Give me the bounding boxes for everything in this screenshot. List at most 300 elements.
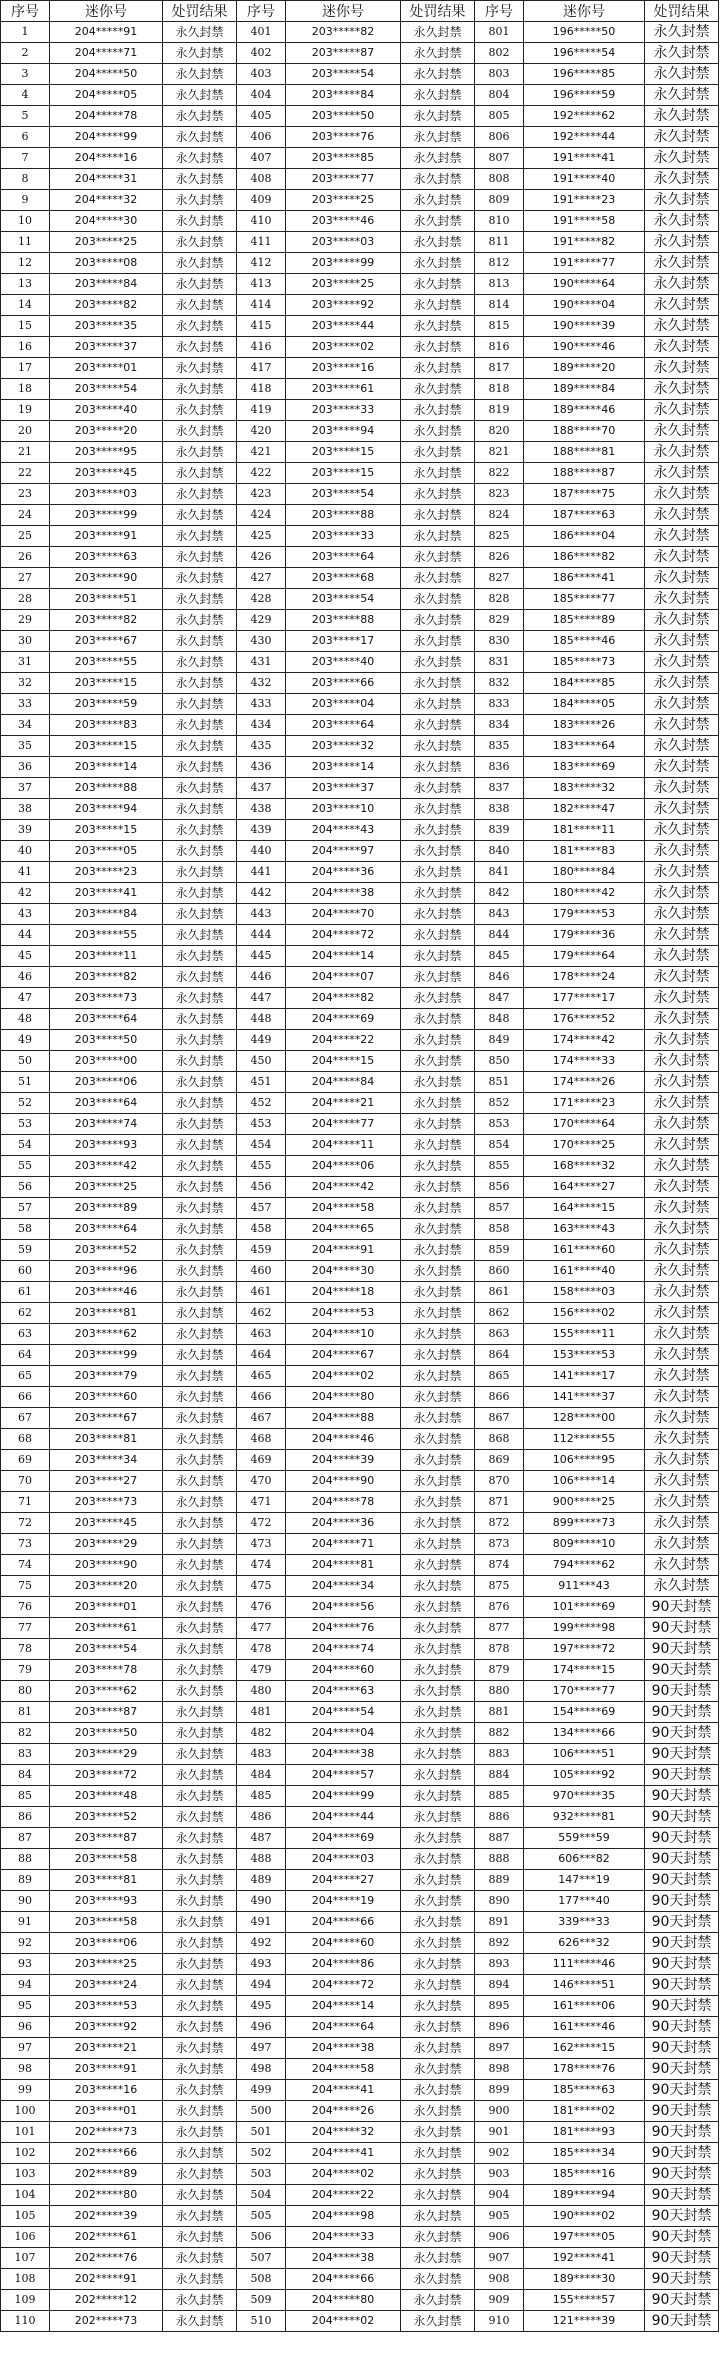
result-cell: 永久封禁: [401, 1996, 475, 2017]
mini-id-cell: 204*****16: [50, 148, 163, 169]
seq-cell: 898: [475, 2059, 524, 2080]
seq-cell: 876: [475, 1597, 524, 1618]
mini-id-cell: 203*****32: [286, 736, 401, 757]
result-cell: 永久封禁: [645, 1219, 719, 1240]
mini-id-cell: 606***82: [524, 1849, 645, 1870]
seq-cell: 465: [237, 1366, 286, 1387]
seq-cell: 906: [475, 2227, 524, 2248]
result-cell: 永久封禁: [163, 1702, 237, 1723]
result-cell: 永久封禁: [645, 316, 719, 337]
mini-id-cell: 197*****72: [524, 1639, 645, 1660]
result-cell: 永久封禁: [163, 1492, 237, 1513]
mini-id-cell: 204*****02: [286, 2311, 401, 2332]
seq-cell: 878: [475, 1639, 524, 1660]
mini-id-cell: 177***40: [524, 1891, 645, 1912]
result-cell: 永久封禁: [401, 64, 475, 85]
mini-id-cell: 203*****27: [50, 1471, 163, 1492]
mini-id-cell: 203*****03: [286, 232, 401, 253]
seq-cell: 1: [1, 22, 50, 43]
header-result-2: 处罚结果: [401, 1, 475, 22]
seq-cell: 828: [475, 589, 524, 610]
mini-id-cell: 190*****02: [524, 2206, 645, 2227]
mini-id-cell: 204*****33: [286, 2227, 401, 2248]
table-row: [1, 526, 719, 547]
mini-id-cell: 202*****66: [50, 2143, 163, 2164]
result-cell: 永久封禁: [401, 2122, 475, 2143]
table-row: [1, 1261, 719, 1282]
seq-cell: 420: [237, 421, 286, 442]
seq-cell: 24: [1, 505, 50, 526]
result-cell: 永久封禁: [163, 1345, 237, 1366]
result-cell: 永久封禁: [401, 904, 475, 925]
mini-id-cell: 202*****12: [50, 2290, 163, 2311]
result-cell: 永久封禁: [645, 505, 719, 526]
seq-cell: 104: [1, 2185, 50, 2206]
result-cell: 90天封禁: [645, 1933, 719, 1954]
table-row: [1, 1723, 719, 1744]
result-cell: 90天封禁: [645, 1954, 719, 1975]
table-row: [1, 1471, 719, 1492]
result-cell: 永久封禁: [401, 1261, 475, 1282]
mini-id-cell: 203*****77: [286, 169, 401, 190]
result-cell: 永久封禁: [401, 379, 475, 400]
result-cell: 永久封禁: [163, 1639, 237, 1660]
mini-id-cell: 203*****99: [50, 1345, 163, 1366]
seq-cell: 18: [1, 379, 50, 400]
mini-id-cell: 204*****91: [286, 1240, 401, 1261]
seq-cell: 818: [475, 379, 524, 400]
result-cell: 永久封禁: [401, 1744, 475, 1765]
result-cell: 永久封禁: [645, 883, 719, 904]
seq-cell: 6: [1, 127, 50, 148]
seq-cell: 45: [1, 946, 50, 967]
mini-id-cell: 204*****14: [286, 946, 401, 967]
table-row: [1, 1597, 719, 1618]
result-cell: 永久封禁: [645, 1324, 719, 1345]
mini-id-cell: 204*****21: [286, 1093, 401, 1114]
header-result-1: 处罚结果: [163, 1, 237, 22]
mini-id-cell: 134*****66: [524, 1723, 645, 1744]
result-cell: 永久封禁: [163, 2059, 237, 2080]
mini-id-cell: 204*****78: [50, 106, 163, 127]
table-row: [1, 841, 719, 862]
mini-id-cell: 339***33: [524, 1912, 645, 1933]
mini-id-cell: 178*****24: [524, 967, 645, 988]
result-cell: 永久封禁: [401, 1009, 475, 1030]
seq-cell: 75: [1, 1576, 50, 1597]
seq-cell: 31: [1, 652, 50, 673]
mini-id-cell: 181*****93: [524, 2122, 645, 2143]
mini-id-cell: 203*****87: [286, 43, 401, 64]
result-cell: 永久封禁: [163, 757, 237, 778]
result-cell: 90天封禁: [645, 2080, 719, 2101]
result-cell: 永久封禁: [645, 631, 719, 652]
mini-id-cell: 204*****04: [286, 1723, 401, 1744]
mini-id-cell: 204*****50: [50, 64, 163, 85]
mini-id-cell: 204*****86: [286, 1954, 401, 1975]
seq-cell: 897: [475, 2038, 524, 2059]
seq-cell: 905: [475, 2206, 524, 2227]
seq-cell: 854: [475, 1135, 524, 1156]
table-row: [1, 1135, 719, 1156]
result-cell: 永久封禁: [645, 274, 719, 295]
mini-id-cell: 203*****76: [286, 127, 401, 148]
result-cell: 90天封禁: [645, 1765, 719, 1786]
result-cell: 永久封禁: [645, 1471, 719, 1492]
mini-id-cell: 188*****81: [524, 442, 645, 463]
seq-cell: 34: [1, 715, 50, 736]
mini-id-cell: 203*****45: [50, 1513, 163, 1534]
result-cell: 永久封禁: [401, 1891, 475, 1912]
mini-id-cell: 203*****33: [286, 400, 401, 421]
mini-id-cell: 106*****95: [524, 1450, 645, 1471]
seq-cell: 810: [475, 211, 524, 232]
seq-cell: 110: [1, 2311, 50, 2332]
mini-id-cell: 204*****27: [286, 1870, 401, 1891]
mini-id-cell: 204*****74: [286, 1639, 401, 1660]
mini-id-cell: 203*****24: [50, 1975, 163, 1996]
result-cell: 永久封禁: [163, 1828, 237, 1849]
mini-id-cell: 203*****29: [50, 1744, 163, 1765]
seq-cell: 61: [1, 1282, 50, 1303]
result-cell: 永久封禁: [645, 1513, 719, 1534]
result-cell: 永久封禁: [401, 505, 475, 526]
mini-id-cell: 204*****05: [50, 85, 163, 106]
table-row: [1, 1387, 719, 1408]
mini-id-cell: 189*****30: [524, 2269, 645, 2290]
mini-id-cell: 203*****25: [50, 1177, 163, 1198]
result-cell: 90天封禁: [645, 1597, 719, 1618]
mini-id-cell: 203*****33: [286, 526, 401, 547]
result-cell: 永久封禁: [645, 1408, 719, 1429]
seq-cell: 15: [1, 316, 50, 337]
seq-cell: 835: [475, 736, 524, 757]
result-cell: 永久封禁: [645, 1030, 719, 1051]
result-cell: 永久封禁: [401, 463, 475, 484]
mini-id-cell: 204*****36: [286, 1513, 401, 1534]
mini-id-cell: 204*****82: [286, 988, 401, 1009]
mini-id-cell: 181*****11: [524, 820, 645, 841]
mini-id-cell: 203*****73: [50, 988, 163, 1009]
mini-id-cell: 203*****14: [50, 757, 163, 778]
result-cell: 永久封禁: [401, 736, 475, 757]
result-cell: 永久封禁: [645, 1303, 719, 1324]
result-cell: 永久封禁: [163, 1954, 237, 1975]
table-row: [1, 946, 719, 967]
table-row: [1, 379, 719, 400]
header-id-3: 迷你号: [524, 1, 645, 22]
seq-cell: 81: [1, 1702, 50, 1723]
result-cell: 永久封禁: [401, 589, 475, 610]
seq-cell: 846: [475, 967, 524, 988]
mini-id-cell: 204*****22: [286, 1030, 401, 1051]
seq-cell: 484: [237, 1765, 286, 1786]
seq-cell: 458: [237, 1219, 286, 1240]
result-cell: 永久封禁: [401, 778, 475, 799]
mini-id-cell: 181*****02: [524, 2101, 645, 2122]
table-row: [1, 442, 719, 463]
mini-id-cell: 179*****64: [524, 946, 645, 967]
result-cell: 永久封禁: [401, 337, 475, 358]
result-cell: 永久封禁: [163, 2290, 237, 2311]
mini-id-cell: 197*****05: [524, 2227, 645, 2248]
table-row: [1, 589, 719, 610]
mini-id-cell: 192*****62: [524, 106, 645, 127]
result-cell: 永久封禁: [163, 1786, 237, 1807]
seq-cell: 416: [237, 337, 286, 358]
mini-id-cell: 203*****15: [50, 820, 163, 841]
seq-cell: 848: [475, 1009, 524, 1030]
mini-id-cell: 204*****38: [286, 2038, 401, 2059]
result-cell: 永久封禁: [401, 2248, 475, 2269]
table-row: [1, 148, 719, 169]
mini-id-cell: 203*****15: [50, 673, 163, 694]
seq-cell: 52: [1, 1093, 50, 1114]
seq-cell: 28: [1, 589, 50, 610]
result-cell: 永久封禁: [401, 274, 475, 295]
table-row: [1, 1534, 719, 1555]
table-row: [1, 1870, 719, 1891]
table-row: [1, 274, 719, 295]
seq-cell: 94: [1, 1975, 50, 1996]
result-cell: 永久封禁: [401, 1534, 475, 1555]
mini-id-cell: 203*****90: [50, 568, 163, 589]
seq-cell: 438: [237, 799, 286, 820]
mini-id-cell: 203*****64: [286, 715, 401, 736]
result-cell: 永久封禁: [163, 274, 237, 295]
seq-cell: 805: [475, 106, 524, 127]
table-row: [1, 862, 719, 883]
result-cell: 永久封禁: [401, 883, 475, 904]
seq-cell: 457: [237, 1198, 286, 1219]
result-cell: 永久封禁: [401, 1639, 475, 1660]
result-cell: 永久封禁: [645, 1156, 719, 1177]
seq-cell: 78: [1, 1639, 50, 1660]
seq-cell: 427: [237, 568, 286, 589]
result-cell: 永久封禁: [401, 127, 475, 148]
table-row: [1, 988, 719, 1009]
mini-id-cell: 203*****81: [50, 1303, 163, 1324]
seq-cell: 5: [1, 106, 50, 127]
seq-cell: 875: [475, 1576, 524, 1597]
seq-cell: 507: [237, 2248, 286, 2269]
mini-id-cell: 203*****96: [50, 1261, 163, 1282]
seq-cell: 66: [1, 1387, 50, 1408]
result-cell: 永久封禁: [163, 1408, 237, 1429]
result-cell: 永久封禁: [645, 736, 719, 757]
seq-cell: 441: [237, 862, 286, 883]
mini-id-cell: 794*****62: [524, 1555, 645, 1576]
result-cell: 永久封禁: [645, 421, 719, 442]
result-cell: 永久封禁: [401, 925, 475, 946]
seq-cell: 823: [475, 484, 524, 505]
result-cell: 永久封禁: [645, 610, 719, 631]
seq-cell: 415: [237, 316, 286, 337]
table-row: [1, 568, 719, 589]
result-cell: 90天封禁: [645, 2290, 719, 2311]
mini-id-cell: 203*****14: [286, 757, 401, 778]
mini-id-cell: 179*****36: [524, 925, 645, 946]
mini-id-cell: 204*****18: [286, 1282, 401, 1303]
result-cell: 永久封禁: [645, 862, 719, 883]
seq-cell: 4: [1, 85, 50, 106]
result-cell: 永久封禁: [401, 1786, 475, 1807]
seq-cell: 506: [237, 2227, 286, 2248]
result-cell: 90天封禁: [645, 2185, 719, 2206]
seq-cell: 408: [237, 169, 286, 190]
seq-cell: 93: [1, 1954, 50, 1975]
result-cell: 永久封禁: [645, 1387, 719, 1408]
table-row: [1, 1492, 719, 1513]
seq-cell: 861: [475, 1282, 524, 1303]
mini-id-cell: 163*****43: [524, 1219, 645, 1240]
mini-id-cell: 203*****79: [50, 1366, 163, 1387]
mini-id-cell: 204*****71: [286, 1534, 401, 1555]
mini-id-cell: 204*****46: [286, 1429, 401, 1450]
seq-cell: 881: [475, 1702, 524, 1723]
seq-cell: 510: [237, 2311, 286, 2332]
seq-cell: 910: [475, 2311, 524, 2332]
seq-cell: 35: [1, 736, 50, 757]
result-cell: 永久封禁: [401, 190, 475, 211]
result-cell: 永久封禁: [163, 85, 237, 106]
seq-cell: 478: [237, 1639, 286, 1660]
mini-id-cell: 203*****25: [286, 274, 401, 295]
mini-id-cell: 203*****02: [286, 337, 401, 358]
result-cell: 永久封禁: [163, 1177, 237, 1198]
mini-id-cell: 203*****88: [286, 505, 401, 526]
seq-cell: 879: [475, 1660, 524, 1681]
table-row: [1, 1345, 719, 1366]
result-cell: 永久封禁: [401, 211, 475, 232]
result-cell: 永久封禁: [401, 442, 475, 463]
result-cell: 永久封禁: [163, 190, 237, 211]
result-cell: 90天封禁: [645, 1807, 719, 1828]
seq-cell: 489: [237, 1870, 286, 1891]
result-cell: 90天封禁: [645, 2311, 719, 2332]
seq-cell: 23: [1, 484, 50, 505]
mini-id-cell: 203*****72: [50, 1765, 163, 1786]
result-cell: 永久封禁: [163, 1219, 237, 1240]
result-cell: 永久封禁: [401, 1975, 475, 1996]
result-cell: 永久封禁: [401, 232, 475, 253]
seq-cell: 405: [237, 106, 286, 127]
mini-id-cell: 204*****22: [286, 2185, 401, 2206]
result-cell: 永久封禁: [163, 820, 237, 841]
result-cell: 永久封禁: [401, 841, 475, 862]
result-cell: 永久封禁: [401, 1765, 475, 1786]
mini-id-cell: 190*****64: [524, 274, 645, 295]
table-row: [1, 736, 719, 757]
seq-cell: 20: [1, 421, 50, 442]
seq-cell: 456: [237, 1177, 286, 1198]
seq-cell: 902: [475, 2143, 524, 2164]
mini-id-cell: 202*****39: [50, 2206, 163, 2227]
mini-id-cell: 204*****78: [286, 1492, 401, 1513]
seq-cell: 496: [237, 2017, 286, 2038]
mini-id-cell: 203*****87: [50, 1702, 163, 1723]
seq-cell: 470: [237, 1471, 286, 1492]
seq-cell: 424: [237, 505, 286, 526]
seq-cell: 72: [1, 1513, 50, 1534]
mini-id-cell: 189*****94: [524, 2185, 645, 2206]
result-cell: 永久封禁: [645, 442, 719, 463]
result-cell: 永久封禁: [163, 589, 237, 610]
result-cell: 永久封禁: [163, 442, 237, 463]
mini-id-cell: 185*****73: [524, 652, 645, 673]
result-cell: 永久封禁: [163, 1114, 237, 1135]
seq-cell: 868: [475, 1429, 524, 1450]
result-cell: 永久封禁: [163, 1093, 237, 1114]
table-row: [1, 421, 719, 442]
result-cell: 永久封禁: [401, 610, 475, 631]
mini-id-cell: 204*****30: [50, 211, 163, 232]
mini-id-cell: 203*****82: [50, 610, 163, 631]
seq-cell: 885: [475, 1786, 524, 1807]
mini-id-cell: 204*****34: [286, 1576, 401, 1597]
seq-cell: 409: [237, 190, 286, 211]
result-cell: 90天封禁: [645, 1828, 719, 1849]
result-cell: 90天封禁: [645, 2017, 719, 2038]
result-cell: 永久封禁: [645, 1576, 719, 1597]
seq-cell: 883: [475, 1744, 524, 1765]
table-row: [1, 1975, 719, 1996]
mini-id-cell: 176*****52: [524, 1009, 645, 1030]
seq-cell: 40: [1, 841, 50, 862]
mini-id-cell: 203*****03: [50, 484, 163, 505]
table-body: [1, 22, 719, 2332]
mini-id-cell: 203*****34: [50, 1450, 163, 1471]
result-cell: 永久封禁: [163, 1429, 237, 1450]
seq-cell: 76: [1, 1597, 50, 1618]
result-cell: 永久封禁: [163, 2143, 237, 2164]
result-cell: 永久封禁: [401, 295, 475, 316]
mini-id-cell: 187*****63: [524, 505, 645, 526]
table-row: [1, 1303, 719, 1324]
mini-id-cell: 203*****00: [50, 1051, 163, 1072]
seq-cell: 806: [475, 127, 524, 148]
seq-cell: 48: [1, 1009, 50, 1030]
result-cell: 永久封禁: [401, 673, 475, 694]
mini-id-cell: 203*****88: [286, 610, 401, 631]
result-cell: 永久封禁: [163, 1870, 237, 1891]
result-cell: 永久封禁: [163, 1996, 237, 2017]
mini-id-cell: 179*****53: [524, 904, 645, 925]
seq-cell: 904: [475, 2185, 524, 2206]
result-cell: 永久封禁: [401, 1408, 475, 1429]
result-cell: 永久封禁: [163, 694, 237, 715]
seq-cell: 850: [475, 1051, 524, 1072]
seq-cell: 849: [475, 1030, 524, 1051]
mini-id-cell: 203*****68: [286, 568, 401, 589]
result-cell: 永久封禁: [163, 1597, 237, 1618]
table-row: [1, 85, 719, 106]
result-cell: 永久封禁: [401, 43, 475, 64]
result-cell: 90天封禁: [645, 1744, 719, 1765]
table-row: [1, 169, 719, 190]
mini-id-cell: 174*****26: [524, 1072, 645, 1093]
seq-cell: 108: [1, 2269, 50, 2290]
mini-id-cell: 106*****14: [524, 1471, 645, 1492]
mini-id-cell: 128*****00: [524, 1408, 645, 1429]
result-cell: 永久封禁: [163, 1072, 237, 1093]
seq-cell: 481: [237, 1702, 286, 1723]
table-row: [1, 2038, 719, 2059]
result-cell: 永久封禁: [645, 1261, 719, 1282]
seq-cell: 468: [237, 1429, 286, 1450]
result-cell: 永久封禁: [163, 1198, 237, 1219]
result-cell: 永久封禁: [163, 127, 237, 148]
